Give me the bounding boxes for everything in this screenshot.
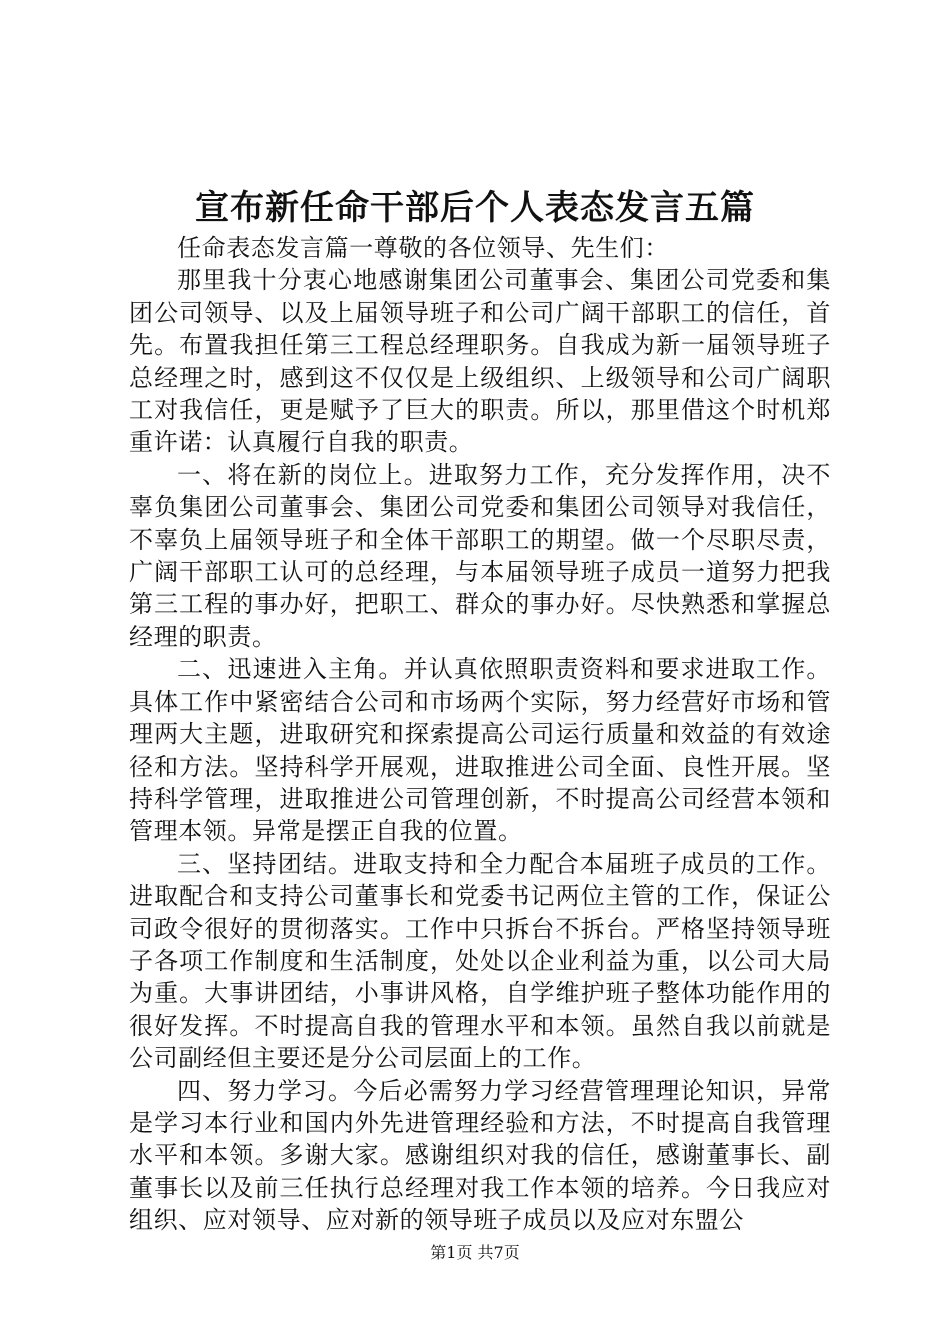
paragraph: 任命表态发言篇一尊敬的各位领导、先生们： xyxy=(177,234,669,262)
paragraph: 一、将在新的岗位上。进取努力工作，充分发挥作用，决不辜负集团公司董事会、集团公司党委和集团公司领导对我信任，不辜负上届领导班子和全体干部职工的期望。做一个尽职尽责，广阔干部职工认可的总经理，与本届领导班子成员一道努力把我第三工程的事办好，把职工、群众的事办好。尽快熟悉和掌握总经理的职责。 xyxy=(129,460,831,651)
paragraph: 三、坚持团结。进取支持和全力配合本届班子成员的工作。进取配合和支持公司董事长和党委书记两位主管的工作，保证公司政令很好的贯彻落实。工作中只拆台不拆台。严格坚持领导班子各项工作制度和生活制度，处处以企业利益为重，以公司大局为重。大事讲团结，小事讲风格，自学维护班子整体功能作用的很好发挥。不时提高自我的管理水平和本领。虽然自我以前就是公司副经但主要还是分公司层面上的工作。 xyxy=(129,849,831,1073)
paragraph: 二、迅速进入主角。并认真依照职责资料和要求进取工作。具体工作中紧密结合公司和市场两个实际，努力经营好市场和管理两大主题，进取研究和探索提高公司运行质量和效益的有效途径和方法。坚持科学开展观，进取推进公司全面、良性开展。坚持科学管理，进取推进公司管理创新，不时提高公司经营本领和管理本领。异常是摆正自我的位置。 xyxy=(129,655,831,846)
page-number-footer: 第1页 共7页 xyxy=(430,1243,520,1262)
document-title: 宣布新任命干部后个人表态发言五篇 xyxy=(195,188,755,228)
paragraph: 那里我十分衷心地感谢集团公司董事会、集团公司党委和集团公司领导、以及上届领导班子和公司广阔干部职工的信任，首先。布置我担任第三工程总经理职务。自我成为新一届领导班子总经理之时，感到这不仅仅是上级组织、上级领导和公司广阔职工对我信任，更是赋予了巨大的职责。所以，那里借这个时机郑重许诺：认真履行自我的职责。 xyxy=(129,266,831,457)
paragraph: 四、努力学习。今后必需努力学习经营管理理论知识，异常是学习本行业和国内外先进管理经验和方法，不时提高自我管理水平和本领。多谢大家。感谢组织对我的信任，感谢董事长、副董事长以及前三任执行总经理对我工作本领的培养。今日我应对组织、应对领导、应对新的领导班子成员以及应对东盟公 xyxy=(129,1076,831,1235)
document-body xyxy=(129,232,831,1237)
